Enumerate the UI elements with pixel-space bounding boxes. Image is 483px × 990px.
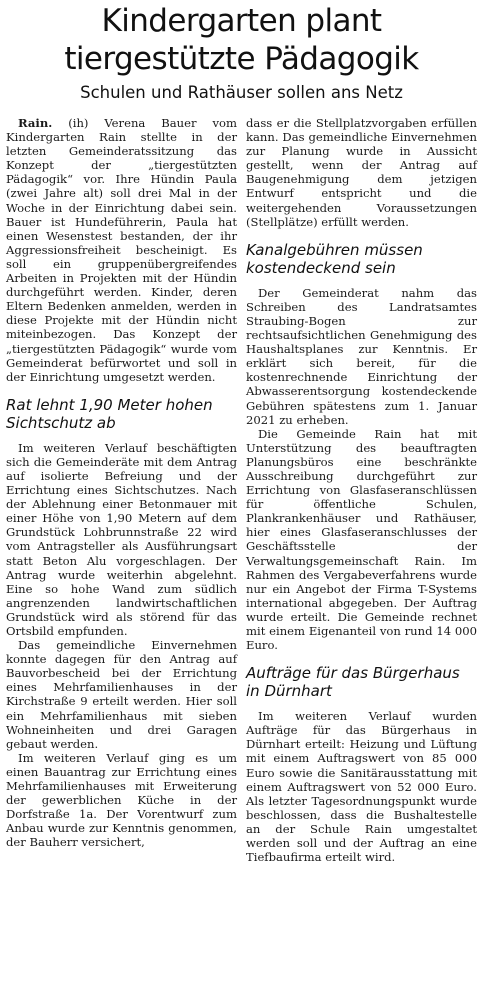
section-heading-kanalgebuehren: Kanalgebühren müssen kostendeckend sein [246, 240, 423, 277]
right-column [246, 116, 477, 864]
paragraph-dorfstrasse: Im weiteren Verlauf ging es um einen Bauantrag zur Errichtung eines Mehrfamilienhauses mit Erweiterung der gewerblichen Küche in der Dorfstraße 1a. Der Vorentwurf zum Anbau wurde zur Kenntnis genommen, der Bauherr versichert, [6, 750, 237, 850]
left-column [6, 116, 237, 864]
paragraph-sichtschutz: Im weiteren Verlauf beschäftigten sich die Gemeinderäte mit dem Antrag auf isolierte Befreiung und der Errichtung eines Sichtschutzes. Nach der Ablehnung einer Betonmauer mit einer Höhe von 1,90 Metern auf dem Grundstück Lohbrunnstraße 22 wird vom Antragsteller als Ausführungsart statt Beton Alu vorgeschlagen. Der Antrag wurde weiterhin abgelehnt. Eine so hohe Wand zum südlich angrenzenden landwirtschaftlichen Grundstück wird als störend für das Ortsbild empfunden. [6, 440, 237, 638]
section-heading-buergerhaus: Aufträge für das Bürgerhaus in Dürnhart [246, 664, 460, 701]
paragraph-glasfaser: Die Gemeinde Rain hat mit Unterstützung des beauftragten Planungsbüros eine beschränkte Ausschreibung durchgeführt zur Errichtung von Glasfaseranschlüssen für öffentliche Schulen, Plankrankenhäuser und Rathäuser, hier eines Glasfaseranschlusses der Geschäftsstelle der Verwaltungsgemeinschaft Rain. Im Rahmen des Vergabeverfahrens wurde nur ein Angebot der Firma T-Systems international abgegeben. Der Auftrag wurde erteilt. Die Gemeinde rechnet mit einem Eigenanteil von rund 14 000 Euro. [246, 426, 477, 653]
intro-text: (ih) Verena Bauer vom Kindergarten Rain stellte in der letzten Gemeinderatssitzung das Konzept der „tiergestützten Pädagogik“ vor. Ihre Hündin Paula (zwei Jahre alt) soll drei Mal in der Woche in der Einrichtung dabei sein. Bauer ist Hundeführerin, Paula hat einen Wesenstest bestanden, der ihr Aggressionsfreiheit bescheinigt. Es soll ein gruppenübergreifendes Arbeiten in Projekten mit der Hündin durchgeführt werden. Kinder, deren Eltern Bedenken anmelden, werden in diese Projekte mit der Hündin nicht miteinbezogen. Das Konzept der „tiergestützten Pädagogik“ wurde vom Gemeinderat befürwortet und soll in der Einrichtung umgesetzt werden. [6, 116, 238, 384]
section-heading-sichtschutz: Rat lehnt 1,90 Meter hohen Sichtschutz ab [6, 395, 213, 432]
paragraph-buergerhaus: Im weiteren Verlauf wurden Aufträge für das Bürgerhaus in Dürnhart erteilt: Heizung und Lüftung mit einem Auftragswert von 85 000 Euro sowie die Sanitärausstattung mit einem Auftragswert von 52 000 Euro. Als letzter Tagesordnungspunkt wurde beschlossen, dass die Bushaltestelle an der Schule Rain umgestaltet werden soll und der Auftrag an eine Tiefbaufirma erteilt wird. [246, 709, 477, 865]
intro-paragraph [6, 116, 237, 384]
article-columns [6, 116, 477, 864]
paragraph-continuation: dass er die Stellplatzvorgaben erfüllen kann. Das gemeindliche Einvernehmen zur Planung wurde in Aussicht gestellt, wenn der Antrag auf Baugenehmigung dem jetzigen Entwurf entspricht und die weitergehenden Voraussetzungen (Stellplätze) erfüllt werden. [246, 116, 477, 229]
paragraph-kirchstrasse: Das gemeindliche Einvernehmen konnte dagegen für den Antrag auf Bauvorbescheid bei der Errichtung eines Mehrfamilienhauses in der Kirchstraße 9 erteilt werden. Hier soll ein Mehrfamilienhaus mit sieben Wohneinheiten und drei Garagen gebaut werden. [6, 638, 237, 751]
paragraph-landratsamt: Der Gemeinderat nahm das Schreiben des Landratsamtes Straubing-Bogen zur rechtsaufsichtlichen Genehmigung des Haushaltsplanes zur Kenntnis. Er erklärt sich bereit, für die kostenrechnende Einrichtung der Abwasserentsorgung kostendeckende Gebühren spätestens zum 1. Januar 2021 zu erheben. [246, 285, 477, 427]
headline-line-2: tiergestützte Pädagogik [64, 41, 419, 77]
dateline: Rain. [18, 116, 53, 130]
headline [6, 0, 477, 78]
headline-line-1: Kindergarten plant [101, 3, 382, 39]
subheadline: Schulen und Rathäuser sollen ans Netz [80, 83, 403, 102]
